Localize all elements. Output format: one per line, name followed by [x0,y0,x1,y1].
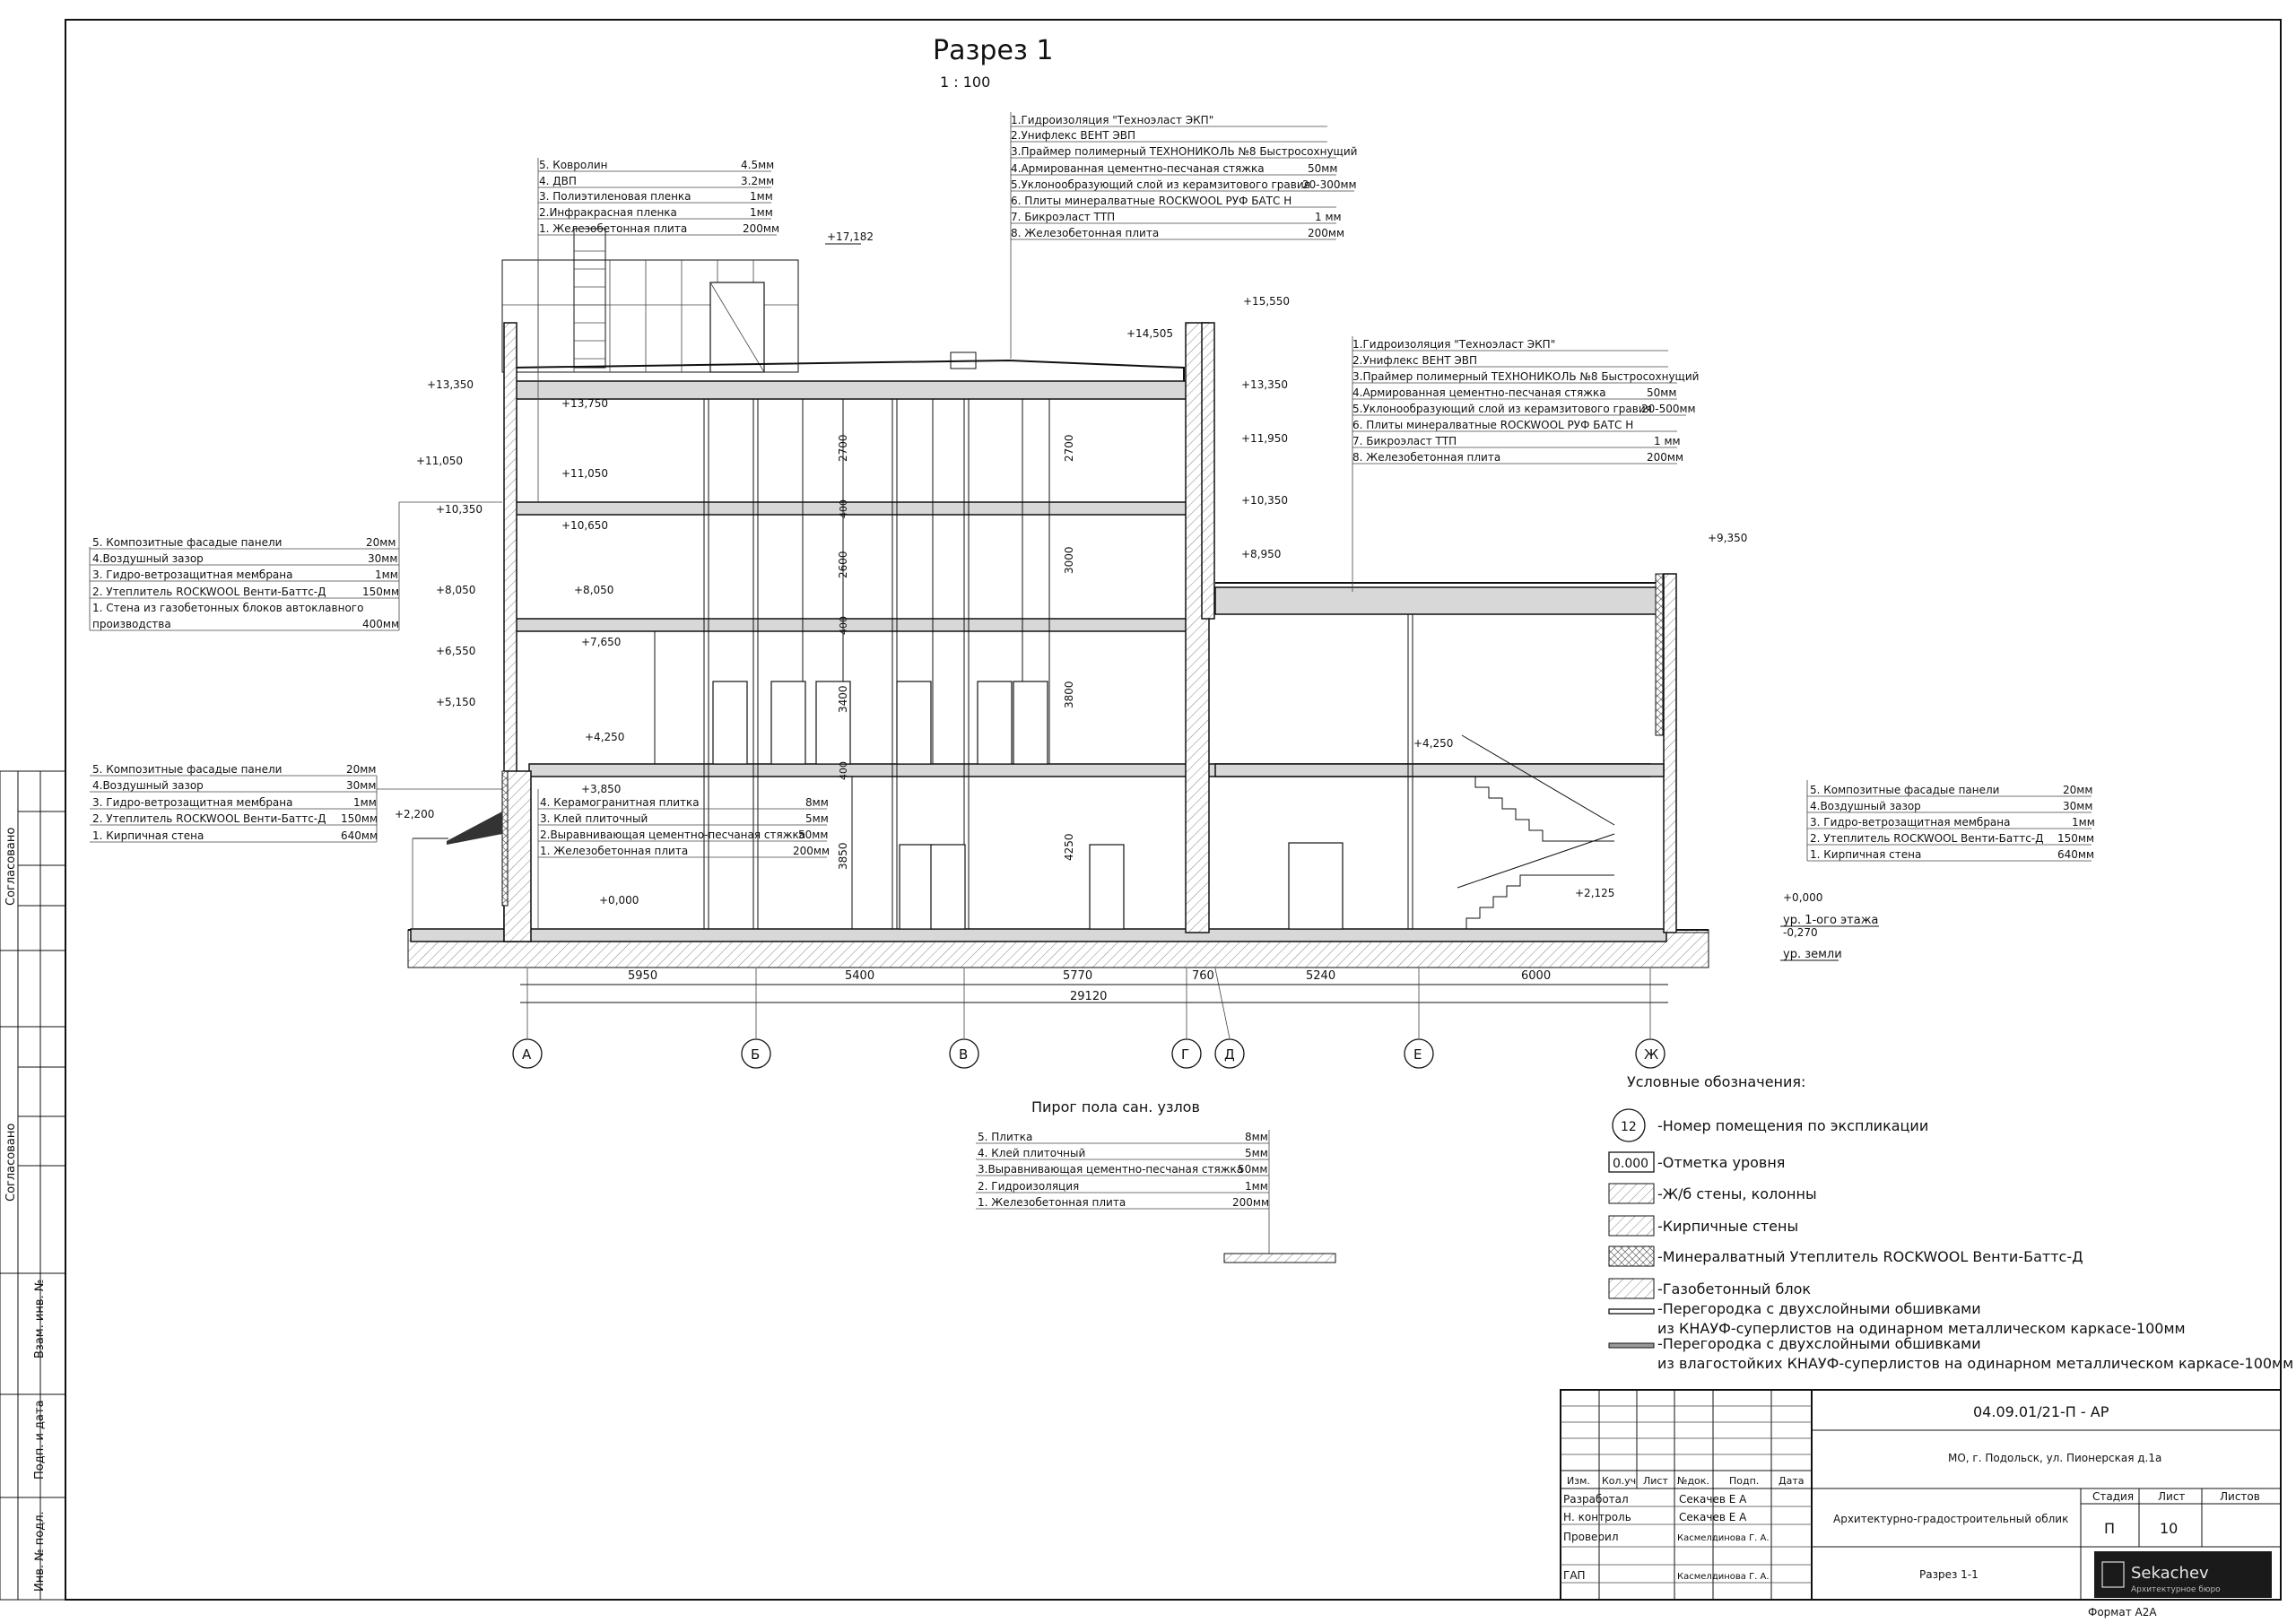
level-mark: +0,000 [1783,891,1823,904]
note-line: 1. Стена из газобетонных блоков автоклавного [92,602,364,614]
note-line: 5. Ковролин [539,159,608,171]
note-value: 1мм [375,568,398,581]
title-block [1561,1390,2281,1600]
note-line: 2. Гидроизоляция [978,1180,1080,1193]
level-mark: -0,270 [1783,926,1818,939]
legend-rc: -Ж/б стены, колонны [1657,1185,1817,1202]
note-line: 2. Утеплитель ROCKWOOL Венти-Баттс-Д [1810,832,2044,845]
note-roof-main [1011,112,1357,359]
level-mark: +10,350 [1241,494,1289,507]
stamp-project: Архитектурно-градостроительный облик [1833,1513,2069,1525]
note-line: 5.Уклонообразующий слой из керамзитового гравия [1011,178,1310,191]
door [771,681,805,764]
storey-height: 4250 [1063,833,1075,861]
note-line: 2. Утеплитель ROCKWOOL Венти-Баттс-Д [92,586,326,598]
storey-height: 3400 [837,685,849,713]
note-value: 8мм [805,796,829,809]
stamp-person: Секачев Е А [1679,1493,1747,1506]
grid-axes [513,968,1665,1068]
dim-segment: 5770 [1063,969,1093,983]
dim-segment: 5950 [628,969,658,983]
side-label-soglas-2: Согласовано [4,1123,18,1202]
note-wall-right [1807,780,2095,861]
stamp-person: Секачев Е А [1679,1511,1747,1523]
note-value: 200мм [743,222,780,235]
slab-thickness: 400 [838,616,849,635]
note-line: 1. Железобетонная плита [539,222,688,235]
slab-level-4 [511,502,1202,515]
door [978,681,1012,764]
note-line: 5. Композитные фасадые панели [1810,784,2000,796]
note-value: 150мм [2057,832,2095,845]
storey-height: 2600 [837,551,849,578]
stamp-role: ГАП [1563,1569,1586,1582]
side-label-vzam: Взам. инв. № [33,1279,47,1358]
note-value: 640мм [2057,848,2095,861]
drawing-scale: 1 : 100 [940,74,991,91]
stamp-sheet-name: Разрез 1-1 [1919,1568,1979,1581]
stair-flight-upper [1462,777,1614,841]
stamp-col-header: Лист [1643,1475,1668,1487]
level-mark: +10,650 [561,519,609,532]
storey-height: 3000 [1063,546,1075,574]
dim-segment: 760 [1192,969,1214,983]
note-value: 1мм [353,796,377,809]
stamp-sheets-header: Листов [2220,1490,2260,1503]
stamp-address: МО, г. Подольск, ул. Пионерская д.1а [1948,1452,2162,1464]
dim-segment: 5400 [845,969,875,983]
note-roof-low [1352,336,1699,592]
wet-floor-title: Пирог пола сан. узлов [1031,1098,1200,1115]
note-wet-floor [976,1098,1335,1263]
note-line: 7. Бикроэласт ТТП [1011,211,1116,223]
legend-gas: -Газобетонный блок [1657,1280,1812,1298]
note-line: 6. Плиты минералватные ROCKWOOL РУФ БАТС Н [1011,195,1292,207]
legend-partition-1a: -Перегородка с двухслойными обшивками [1657,1300,1981,1317]
door [1289,843,1343,929]
note-value: 50мм [1647,386,1677,399]
level-mark: +13,350 [427,378,474,391]
stamp-person: Касмелдинова Г. А. [1677,1572,1770,1582]
note-value: 5мм [1245,1147,1268,1159]
note-line: 8. Железобетонная плита [1352,451,1501,464]
note-value: 50мм [798,829,829,841]
level-mark: +4,250 [585,731,625,743]
note-line: 3.Выравнивающая цементно-песчаная стяжка [978,1163,1244,1176]
note-value: 150мм [362,586,400,598]
axis-label: А [522,1046,532,1063]
note-value: 400мм [362,618,400,630]
legend-level-num: 0.000 [1613,1157,1649,1171]
note-line: 8. Железобетонная плита [1011,227,1160,239]
side-label-inv: Инв. № подл. [33,1511,47,1592]
note-value: 1 мм [1315,211,1342,223]
roof-slab-low [1215,587,1673,614]
note-line: 3. Гидро-ветрозащитная мембрана [1810,816,2011,829]
axis-label: Г [1181,1046,1190,1063]
side-stamp [0,771,65,1600]
stair-flight-lower [1453,875,1614,929]
note-value: 1мм [750,206,773,219]
note-wall-upper [90,502,502,630]
note-value: 5мм [805,812,829,825]
ground-floor-slab [411,929,1666,942]
note-line: 4. Керамогранитная плитка [540,796,700,809]
dim-segment: 6000 [1521,969,1552,983]
legend [1609,1073,2293,1372]
note-line: 1.Гидроизоляция "Технoэласт ЭКП" [1352,338,1556,351]
drawing-title: Разрез 1 [933,35,1054,66]
note-line: 3. Гидро-ветрозащитная мембрана [92,568,293,581]
door [900,845,934,929]
legend-mineral: -Минералватный Утеплитель ROCKWOOL Венти-Баттс-Д [1657,1248,2083,1265]
note-line: 4. ДВП [539,175,577,187]
door [1013,681,1048,764]
level-mark: +11,050 [561,467,609,480]
side-label-soglas-1: Согласовано [4,827,18,906]
note-value: 150мм [341,812,378,825]
stamp-person: Касмелдинова Г. А. [1677,1533,1770,1543]
note-value: 20-500мм [1641,403,1696,415]
storey-heights [837,434,1075,870]
stamp-stage: П [2104,1520,2116,1537]
note-line: 1. Железобетонная плита [540,845,689,857]
note-value: 1мм [750,190,773,203]
axis-label: В [959,1046,969,1063]
level-mark: +2,200 [395,808,435,820]
legend-room-num: 12 [1621,1120,1637,1134]
legend-swatch-brick [1609,1216,1654,1236]
level-mark: +6,550 [436,645,476,657]
door [931,845,965,929]
note-line: 3. Клей плиточный [540,812,648,825]
stamp-role: Разработал [1563,1493,1629,1506]
slab-thickness: 400 [838,499,849,518]
stamp-col-header: Дата [1779,1475,1805,1487]
note-line: 5. Плитка [978,1131,1033,1143]
note-line: 4. Клей плиточный [978,1147,1086,1159]
note-value: 3.2мм [741,175,775,187]
note-line: 2.Унифлекс ВЕНТ ЭВП [1352,354,1477,367]
level-mark: +13,750 [561,397,609,410]
axis-label: Ж [1644,1046,1659,1063]
level-mark: +13,350 [1241,378,1289,391]
note-line: 3. Гидро-ветрозащитная мембрана [92,796,293,809]
level-mark: +8,950 [1241,548,1282,560]
note-line: 1. Кирпичная стена [92,829,204,842]
side-label-podp: Подп. и дата [33,1400,47,1480]
note-value: 50мм [1238,1163,1268,1176]
note-line: 4.Воздушный зазор [92,552,204,565]
stamp-col-header: Подп. [1729,1475,1760,1487]
stamp-role: Проверил [1563,1531,1619,1543]
note-line: 1. Железобетонная плита [978,1196,1126,1209]
storey-height: 2700 [1063,434,1075,462]
door [897,681,931,764]
note-line: 1.Гидроизоляция "Технoэласт ЭКП" [1011,114,1214,126]
note-value: 20мм [2063,784,2093,796]
legend-partition-2b: из влагостойких КНАУФ-суперлистов на одинарном металлическом каркасе-100мм [1657,1355,2294,1372]
logo-subtext: Архитектурное бюро [2131,1585,2221,1594]
note-line: 4.Воздушный зазор [92,779,204,792]
note-line: 6. Плиты минералватные ROCKWOOL РУФ БАТС Н [1352,419,1634,431]
legend-room: -Номер помещения по экспликации [1657,1117,1929,1134]
stamp-col-header: Изм. [1567,1475,1590,1487]
note-line: 3.Праймер полимерный ТЕХНОНИКОЛЬ №8 Быстросохнущий [1352,370,1700,383]
note-line: 5.Уклонообразующий слой из керамзитового гравия [1352,403,1652,415]
note-floor-ground [538,789,830,929]
legend-swatch-gas [1609,1279,1654,1298]
level-mark: +17,182 [827,230,874,243]
legend-brick: -Кирпичные стены [1657,1218,1799,1235]
stamp-code: 04.09.01/21-П - АР [1973,1403,2109,1420]
note-line: 5. Композитные фасадые панели [92,763,283,776]
roof-ladder [574,229,605,368]
note-value: 200мм [1232,1196,1270,1209]
sheet-format: Формат А2А [2088,1606,2157,1619]
note-line: 4.Воздушный зазор [1810,800,1921,812]
stamp-col-header: №док. [1677,1475,1709,1487]
slab-thickness: 400 [838,761,849,780]
legend-swatch-rc [1609,1184,1654,1203]
stamp-sheet-header: Лист [2158,1490,2186,1503]
note-line: 1. Кирпичная стена [1810,848,1922,861]
note-value: 20мм [346,763,377,776]
note-value: 640мм [341,829,378,842]
note-line: 2.Унифлекс ВЕНТ ЭВП [1011,129,1135,142]
note-line: 4.Армированная цементно-песчаная стяжка [1011,162,1265,175]
level-mark: +3,850 [581,783,622,795]
note-value: 200мм [1308,227,1345,239]
right-wall [1664,574,1676,933]
axis-label: Е [1413,1046,1422,1063]
ground-level-label: ур. земли [1783,948,1842,961]
level-mark: +0,000 [599,894,639,907]
dim-segment: 5240 [1306,969,1336,983]
stamp-stage-header: Стадия [2092,1490,2135,1503]
legend-swatch-partition-wet [1609,1343,1654,1348]
legend-partition-1b: из КНАУФ-суперлистов на одинарном металлическом каркасе-100мм [1657,1320,2186,1337]
legend-swatch-mineral [1609,1246,1654,1266]
level-mark: +14,505 [1126,327,1174,340]
level-mark: +15,550 [1243,295,1291,308]
note-value: 200мм [1647,451,1684,464]
legend-partition-2a: -Перегородка с двухслойными обшивками [1657,1335,1981,1352]
door [713,681,747,764]
note-value: 8мм [1245,1131,1268,1143]
level-mark: +7,650 [581,636,622,648]
note-value: 1мм [2072,816,2095,829]
note-line: 4.Армированная цементно-песчаная стяжка [1352,386,1606,399]
first-floor-label: ур. 1-ого этажа [1783,914,1879,927]
level-mark: +8,050 [574,584,614,596]
note-line: 2.Инфракрасная пленка [539,206,677,219]
legend-swatch-partition [1609,1309,1654,1314]
logo-text: Sekachev [2131,1564,2209,1583]
legend-level: -Отметка уровня [1657,1154,1786,1171]
note-value: 1 мм [1654,435,1681,447]
note-line: 5. Композитные фасадые панели [92,536,283,549]
stamp-sheet: 10 [2160,1520,2179,1537]
level-mark: +4,250 [1413,737,1454,750]
level-mark: +2,125 [1575,887,1615,899]
note-value: 20-300мм [1302,178,1357,191]
dimensions [520,969,1668,1003]
level-mark: +9,350 [1708,532,1748,544]
storey-height: 3850 [837,842,849,870]
entrance-canopy [447,812,502,845]
level-mark: +5,150 [436,696,476,708]
stamp-col-header: Кол.уч [1602,1475,1637,1487]
door [1090,845,1124,929]
storey-height: 2700 [837,434,849,462]
axis-label: Д [1224,1046,1235,1063]
stamp-role: Н. контроль [1563,1511,1631,1523]
dim-total: 29120 [1070,990,1108,1003]
level-mark: +8,050 [436,584,476,596]
note-value: 20мм [366,536,396,549]
level-mark: +11,050 [416,455,464,467]
roof-slab-main [511,381,1197,399]
note-value: 30мм [2063,800,2093,812]
note-value: 200мм [793,845,831,857]
note-value: 30мм [368,552,398,565]
axis-label: Б [751,1046,761,1063]
storey-height: 3800 [1063,681,1075,708]
note-value: 1мм [1245,1180,1268,1193]
note-line: 3. Полиэтиленовая пленка [539,190,691,203]
level-mark: +10,350 [436,503,483,516]
note-value: 50мм [1308,162,1338,175]
level-mark: +11,950 [1241,432,1289,445]
note-wall-lower [90,763,502,842]
note-value: 4.5мм [741,159,775,171]
note-line: 2.Выравнивающая цементно-песчаная стяжка [540,829,806,841]
note-line: производства [92,618,171,630]
note-line: 2. Утеплитель ROCKWOOL Венти-Баттс-Д [92,812,326,825]
slab-low-mid [1215,764,1664,777]
note-line: 3.Праймер полимерный ТЕХНОНИКОЛЬ №8 Быстросохнущий [1011,145,1358,158]
legend-title: Условные обозначения: [1627,1073,1806,1090]
slab-level-3 [511,619,1202,631]
note-line: 7. Бикроэласт ТТП [1352,435,1457,447]
note-value: 30мм [346,779,377,792]
